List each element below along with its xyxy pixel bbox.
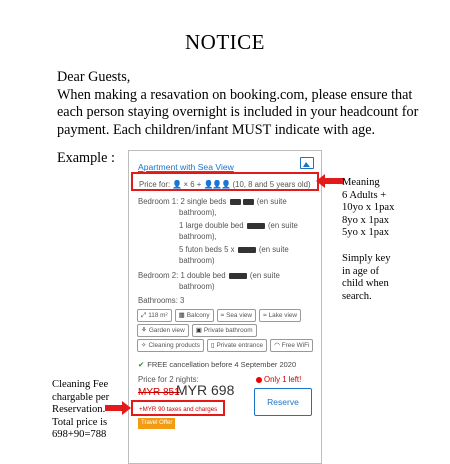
bedroom2-line-2: bathroom)	[179, 282, 215, 291]
intro-line-2: When making a resavation on booking.com, please ensure that	[57, 86, 413, 103]
lake-view-icon: ≈	[263, 312, 267, 319]
cleaning-fee-note: Cleaning Fee chargable per Reservation. Total price is 698+90=788	[52, 379, 110, 441]
intro-text	[57, 69, 437, 139]
amenity-chip	[137, 309, 172, 322]
notice-title: NOTICE	[185, 30, 265, 54]
entrance-icon: ▯	[210, 342, 215, 349]
example-label: Example :	[57, 150, 115, 166]
adult-icon: 👤	[172, 180, 182, 189]
ensuite-label: (en suite	[267, 221, 298, 230]
amenity-chip	[137, 339, 204, 352]
amenity-chip	[259, 309, 301, 322]
bedroom1-label: Bedroom 1:	[138, 197, 179, 206]
arrow-left-icon	[316, 174, 344, 188]
intro-line-3: each person staying overnight is included in your headcount for	[57, 104, 419, 120]
wifi-icon: ◠	[274, 342, 280, 349]
bed-icon	[230, 199, 241, 205]
amenity-label: Private bathroom	[203, 327, 253, 334]
amenities-row-1	[137, 309, 301, 322]
ensuite-label: (en suite	[258, 245, 289, 254]
size-icon: ⤢	[141, 312, 147, 319]
amenity-label: Balcony	[186, 312, 210, 319]
amenity-chip	[175, 309, 214, 322]
amenity-chip	[207, 339, 267, 352]
price-for-label: Price for:	[139, 180, 171, 189]
bedroom2-line-1	[138, 271, 280, 280]
old-price: MYR 851	[138, 387, 180, 398]
adults-multiplier: × 6 +	[183, 180, 202, 189]
bedroom1-line-4: bathroom),	[179, 232, 217, 241]
availability-warning	[256, 375, 301, 384]
amenity-label: Cleaning products	[148, 342, 200, 349]
amenity-label: Lake view	[268, 312, 298, 319]
amenities-row-2	[137, 324, 257, 337]
example-room-card	[128, 150, 322, 464]
taxes-highlight-box	[131, 400, 225, 416]
ensuite-label: (en suite	[249, 271, 280, 280]
meaning-note: Meaning 6 Adults + 10yo x 1pax 8yo x 1pax 5yo x 1pax	[342, 177, 395, 239]
occupancy-highlight-box	[131, 172, 319, 191]
amenity-label: 118 m²	[148, 312, 168, 319]
sea-view-icon: ≈	[220, 312, 225, 319]
bedroom1-beds: 2 single beds	[180, 197, 227, 206]
bedroom2-beds: 1 double bed	[180, 271, 226, 280]
amenities-row-3	[137, 339, 313, 352]
travel-offer-badge: Travel Offer	[138, 418, 175, 429]
amenity-label: Garden view	[148, 327, 185, 334]
balcony-icon: ▦	[178, 312, 185, 319]
garden-view-icon: ⚘	[141, 327, 147, 334]
photo-icon[interactable]	[300, 157, 314, 169]
intro-line-1: Dear Guests,	[57, 69, 131, 85]
child-age-note: Simply key in age of child when search.	[342, 253, 391, 302]
bathroom-icon: ▣	[195, 327, 202, 334]
alert-dot-icon	[256, 377, 262, 383]
bedroom1-line-1	[138, 197, 287, 206]
check-icon: ✔	[138, 360, 145, 369]
children-icon: 👤👤👤	[203, 180, 231, 189]
amenity-label: Free WiFi	[281, 342, 310, 349]
price-label: Price for 2 nights:	[138, 375, 199, 384]
cancellation-text: FREE cancellation before 4 September 2020	[147, 360, 297, 369]
room-title-link[interactable]: Apartment with Sea View	[138, 162, 234, 172]
amenity-chip	[217, 309, 257, 322]
intro-line-4: payment. Each children/infant MUST indicate with age.	[57, 121, 376, 138]
bed-icon	[243, 199, 254, 205]
bedroom1-double-bed: 1 large double bed	[179, 221, 244, 230]
double-bed-icon	[247, 223, 265, 229]
amenity-chip	[137, 324, 189, 337]
bedroom2-label: Bedroom 2:	[138, 271, 179, 280]
new-price: MYR 698	[176, 382, 235, 398]
amenity-label: Private entrance	[216, 342, 264, 349]
only-left-text: Only 1 left!	[264, 375, 302, 384]
amenity-label: Sea view	[226, 312, 253, 319]
cleaning-icon: ✧	[141, 342, 147, 349]
bedroom1-line-5	[179, 245, 289, 254]
bedroom1-line-6: bathroom)	[179, 256, 215, 265]
taxes-and-charges: +MYR 90 taxes and charges	[139, 406, 218, 413]
free-cancellation	[138, 360, 296, 369]
bedroom1-line-2: bathroom),	[179, 208, 217, 217]
double-bed-icon	[229, 273, 247, 279]
ensuite-label: (en suite	[256, 197, 287, 206]
children-ages: (10, 8 and 5 years old)	[232, 180, 311, 189]
futon-bed-icon	[238, 247, 256, 253]
bedroom1-futon-beds: 5 futon beds 5 x	[179, 245, 235, 254]
reserve-button[interactable]: Reserve	[254, 388, 312, 416]
bedroom1-line-3	[179, 221, 298, 230]
amenity-chip	[192, 324, 257, 337]
amenity-chip	[270, 339, 313, 352]
bathrooms-count: Bathrooms: 3	[138, 296, 185, 305]
